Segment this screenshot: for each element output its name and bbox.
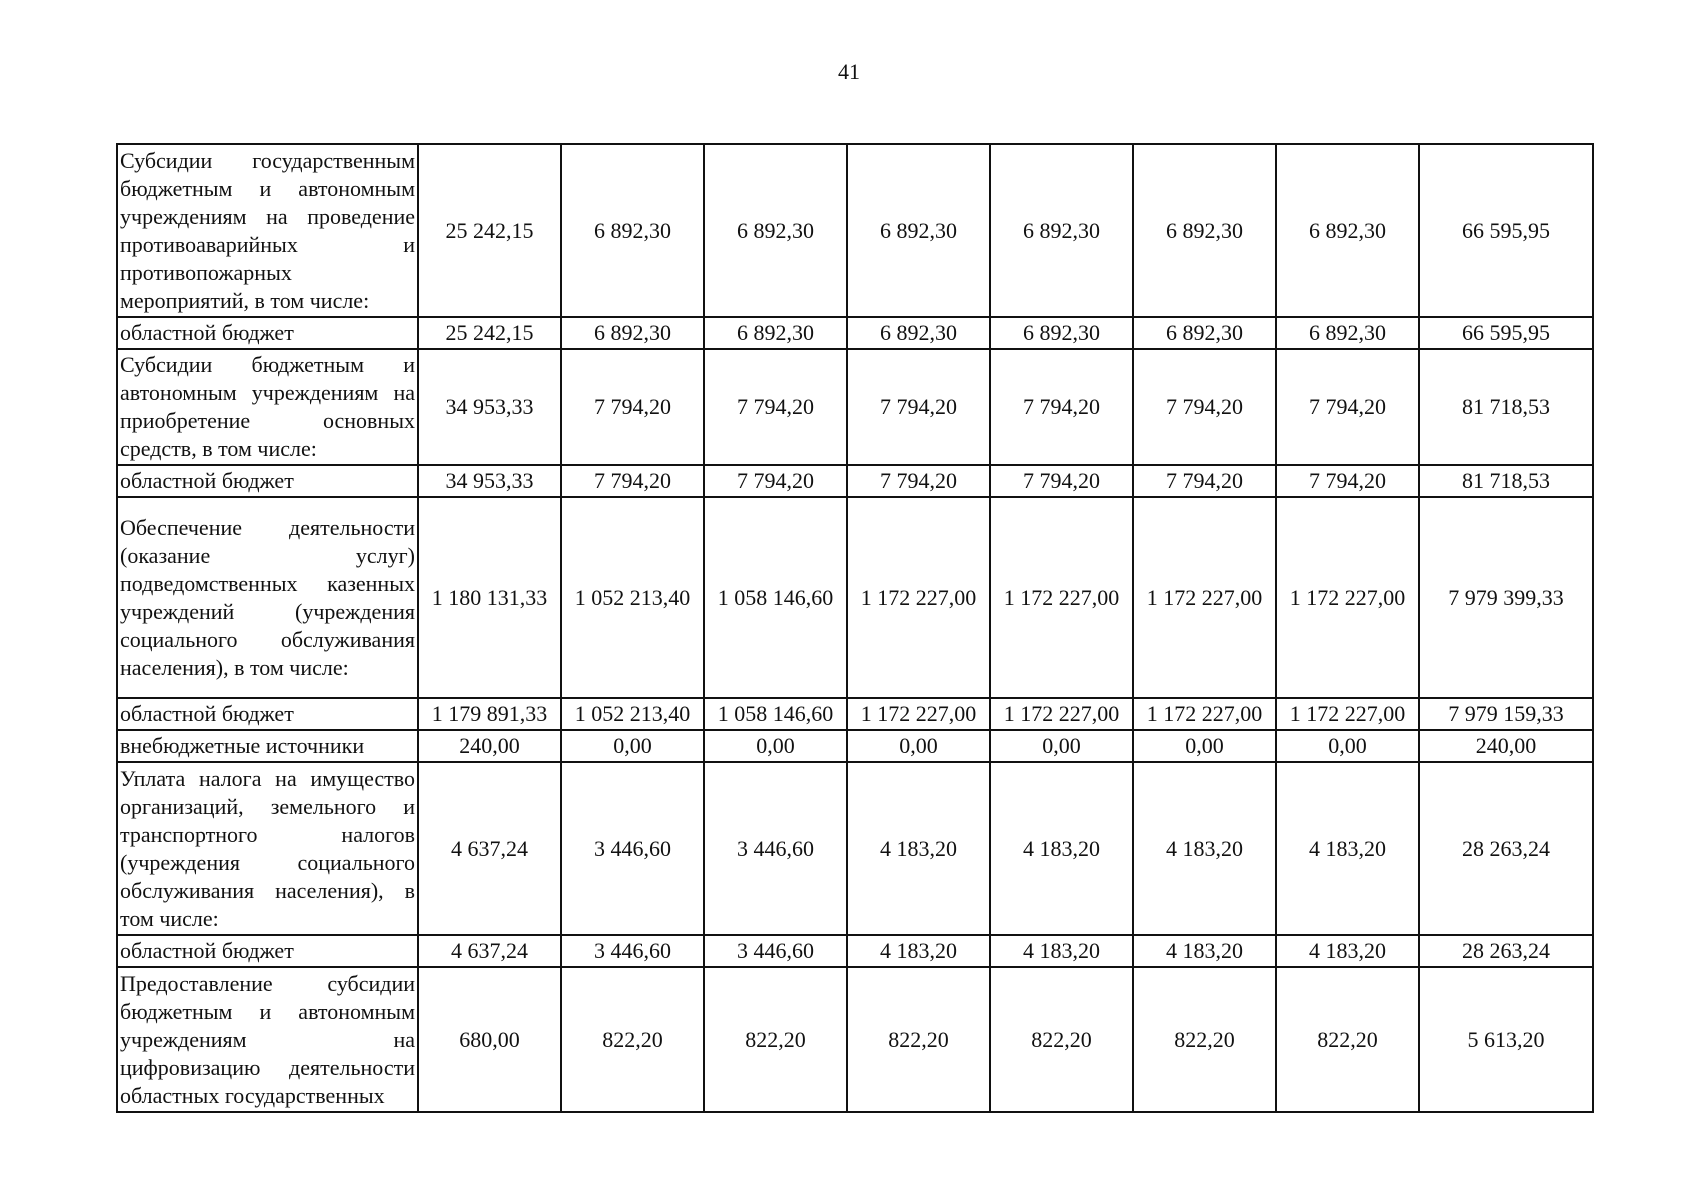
row-label: областной бюджет (117, 698, 418, 730)
value-cell: 1 058 146,60 (704, 497, 847, 698)
value-cell: 4 183,20 (1276, 935, 1419, 967)
row-total-cell: 66 595,95 (1419, 144, 1593, 317)
value-cell: 7 794,20 (1276, 465, 1419, 497)
value-cell: 822,20 (1276, 967, 1419, 1112)
value-cell: 4 183,20 (1133, 935, 1276, 967)
value-cell: 4 183,20 (847, 935, 990, 967)
value-cell: 6 892,30 (704, 317, 847, 349)
row-label: областной бюджет (117, 317, 418, 349)
value-cell: 6 892,30 (990, 144, 1133, 317)
row-total-cell: 28 263,24 (1419, 762, 1593, 935)
value-cell: 1 058 146,60 (704, 698, 847, 730)
value-cell: 4 183,20 (1276, 762, 1419, 935)
value-cell: 6 892,30 (847, 317, 990, 349)
value-cell: 3 446,60 (704, 935, 847, 967)
table-row (117, 465, 1593, 497)
row-label: Обеспечение деятельности (оказание услуг) подведомственных казенных учреждений (учреждения социального обслуживания населения), в том числе: (117, 497, 418, 698)
value-cell: 1 179 891,33 (418, 698, 561, 730)
table-row (117, 144, 1593, 317)
row-label: Субсидии государственным бюджетным и автономным учреждениям на проведение противоаварийных и противопожарных мероприятий, в том числе: (117, 144, 418, 317)
table-row (117, 935, 1593, 967)
value-cell: 6 892,30 (1133, 317, 1276, 349)
value-cell: 1 172 227,00 (847, 698, 990, 730)
row-total-cell: 66 595,95 (1419, 317, 1593, 349)
table-row (117, 349, 1593, 465)
value-cell: 240,00 (418, 730, 561, 762)
row-total-cell: 81 718,53 (1419, 465, 1593, 497)
row-label: областной бюджет (117, 935, 418, 967)
value-cell: 7 794,20 (990, 465, 1133, 497)
value-cell: 7 794,20 (847, 349, 990, 465)
value-cell: 6 892,30 (990, 317, 1133, 349)
value-cell: 34 953,33 (418, 349, 561, 465)
value-cell: 4 637,24 (418, 762, 561, 935)
row-total-cell: 28 263,24 (1419, 935, 1593, 967)
value-cell: 822,20 (1133, 967, 1276, 1112)
value-cell: 6 892,30 (1276, 144, 1419, 317)
value-cell: 0,00 (561, 730, 704, 762)
value-cell: 6 892,30 (704, 144, 847, 317)
value-cell: 1 180 131,33 (418, 497, 561, 698)
value-cell: 6 892,30 (561, 144, 704, 317)
value-cell: 7 794,20 (561, 465, 704, 497)
value-cell: 7 794,20 (1276, 349, 1419, 465)
value-cell: 822,20 (561, 967, 704, 1112)
row-total-cell: 5 613,20 (1419, 967, 1593, 1112)
value-cell: 0,00 (990, 730, 1133, 762)
value-cell: 7 794,20 (847, 465, 990, 497)
value-cell: 3 446,60 (561, 935, 704, 967)
value-cell: 7 794,20 (1133, 465, 1276, 497)
table-row (117, 967, 1593, 1112)
value-cell: 7 794,20 (1133, 349, 1276, 465)
value-cell: 1 052 213,40 (561, 497, 704, 698)
value-cell: 1 172 227,00 (990, 497, 1133, 698)
value-cell: 1 172 227,00 (1133, 497, 1276, 698)
value-cell: 6 892,30 (1133, 144, 1276, 317)
value-cell: 25 242,15 (418, 317, 561, 349)
value-cell: 1 172 227,00 (1133, 698, 1276, 730)
value-cell: 6 892,30 (847, 144, 990, 317)
value-cell: 7 794,20 (561, 349, 704, 465)
value-cell: 4 183,20 (847, 762, 990, 935)
value-cell: 1 172 227,00 (990, 698, 1133, 730)
row-total-cell: 7 979 159,33 (1419, 698, 1593, 730)
value-cell: 822,20 (990, 967, 1133, 1112)
row-label: областной бюджет (117, 465, 418, 497)
row-total-cell: 7 979 399,33 (1419, 497, 1593, 698)
table-row (117, 497, 1593, 698)
value-cell: 1 172 227,00 (847, 497, 990, 698)
value-cell: 822,20 (704, 967, 847, 1112)
row-total-cell: 240,00 (1419, 730, 1593, 762)
value-cell: 7 794,20 (990, 349, 1133, 465)
budget-table-body (117, 144, 1593, 1112)
value-cell: 1 172 227,00 (1276, 497, 1419, 698)
value-cell: 1 052 213,40 (561, 698, 704, 730)
value-cell: 0,00 (847, 730, 990, 762)
value-cell: 4 183,20 (1133, 762, 1276, 935)
row-total-cell: 81 718,53 (1419, 349, 1593, 465)
page-number: 41 (838, 59, 860, 84)
value-cell: 7 794,20 (704, 465, 847, 497)
value-cell: 3 446,60 (704, 762, 847, 935)
budget-table (116, 143, 1594, 1113)
table-row (117, 730, 1593, 762)
table-row (117, 698, 1593, 730)
value-cell: 0,00 (704, 730, 847, 762)
value-cell: 25 242,15 (418, 144, 561, 317)
value-cell: 6 892,30 (561, 317, 704, 349)
value-cell: 6 892,30 (1276, 317, 1419, 349)
table-row (117, 317, 1593, 349)
table-row (117, 762, 1593, 935)
value-cell: 4 637,24 (418, 935, 561, 967)
value-cell: 0,00 (1276, 730, 1419, 762)
value-cell: 4 183,20 (990, 762, 1133, 935)
value-cell: 822,20 (847, 967, 990, 1112)
value-cell: 0,00 (1133, 730, 1276, 762)
value-cell: 1 172 227,00 (1276, 698, 1419, 730)
row-label: Предоставление субсидии бюджетным и автономным учреждениям на цифровизацию деятельности областных государственных (117, 967, 418, 1112)
value-cell: 7 794,20 (704, 349, 847, 465)
value-cell: 34 953,33 (418, 465, 561, 497)
row-label: Уплата налога на имущество организаций, земельного и транспортного налогов (учреждения социального обслуживания населения), в том числе: (117, 762, 418, 935)
value-cell: 680,00 (418, 967, 561, 1112)
row-label: Субсидии бюджетным и автономным учреждениям на приобретение основных средств, в том числе: (117, 349, 418, 465)
value-cell: 3 446,60 (561, 762, 704, 935)
value-cell: 4 183,20 (990, 935, 1133, 967)
row-label: внебюджетные источники (117, 730, 418, 762)
